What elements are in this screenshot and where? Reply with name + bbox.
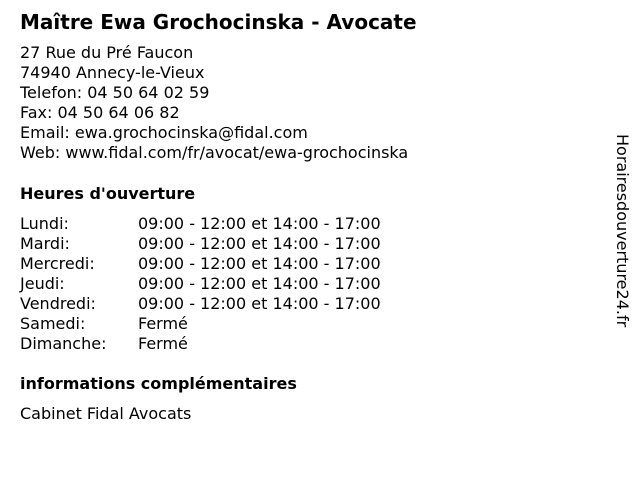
time-value: 09:00 - 12:00 et 14:00 - 17:00 (138, 254, 381, 273)
day-label: Vendredi: (20, 294, 96, 313)
time-value: Fermé (138, 314, 188, 333)
day-label: Samedi: (20, 314, 86, 333)
time-value: 09:00 - 12:00 et 14:00 - 17:00 (138, 234, 381, 253)
additional-info-heading: informations complémentaires (20, 374, 297, 393)
day-label: Jeudi: (20, 274, 65, 293)
opening-hours-table (20, 214, 440, 354)
opening-hours-heading: Heures d'ouverture (20, 184, 196, 203)
hours-row-friday (20, 294, 440, 314)
hours-row-wednesday (20, 254, 440, 274)
day-label: Dimanche: (20, 334, 107, 353)
email-address: Email: ewa.grochocinska@fidal.com (20, 123, 308, 142)
time-value: 09:00 - 12:00 et 14:00 - 17:00 (138, 214, 381, 233)
contact-block (20, 43, 408, 163)
hours-row-tuesday (20, 234, 440, 254)
day-label: Lundi: (20, 214, 69, 233)
hours-row-sunday (20, 334, 440, 354)
site-watermark: Horairesdouverture24.fr (613, 134, 632, 328)
page-title: Maître Ewa Grochocinska - Avocate (20, 10, 417, 34)
day-label: Mardi: (20, 234, 70, 253)
hours-row-thursday (20, 274, 440, 294)
address-street: 27 Rue du Pré Faucon (20, 43, 194, 62)
day-label: Mercredi: (20, 254, 95, 273)
time-value: 09:00 - 12:00 et 14:00 - 17:00 (138, 274, 381, 293)
hours-row-saturday (20, 314, 440, 334)
time-value: Fermé (138, 334, 188, 353)
hours-row-monday (20, 214, 440, 234)
additional-info-text: Cabinet Fidal Avocats (20, 404, 192, 423)
fax-number: Fax: 04 50 64 06 82 (20, 103, 180, 122)
phone-number: Telefon: 04 50 64 02 59 (20, 83, 210, 102)
address-city: 74940 Annecy-le-Vieux (20, 63, 205, 82)
website-url: Web: www.fidal.com/fr/avocat/ewa-grochocinska (20, 143, 409, 162)
time-value: 09:00 - 12:00 et 14:00 - 17:00 (138, 294, 381, 313)
